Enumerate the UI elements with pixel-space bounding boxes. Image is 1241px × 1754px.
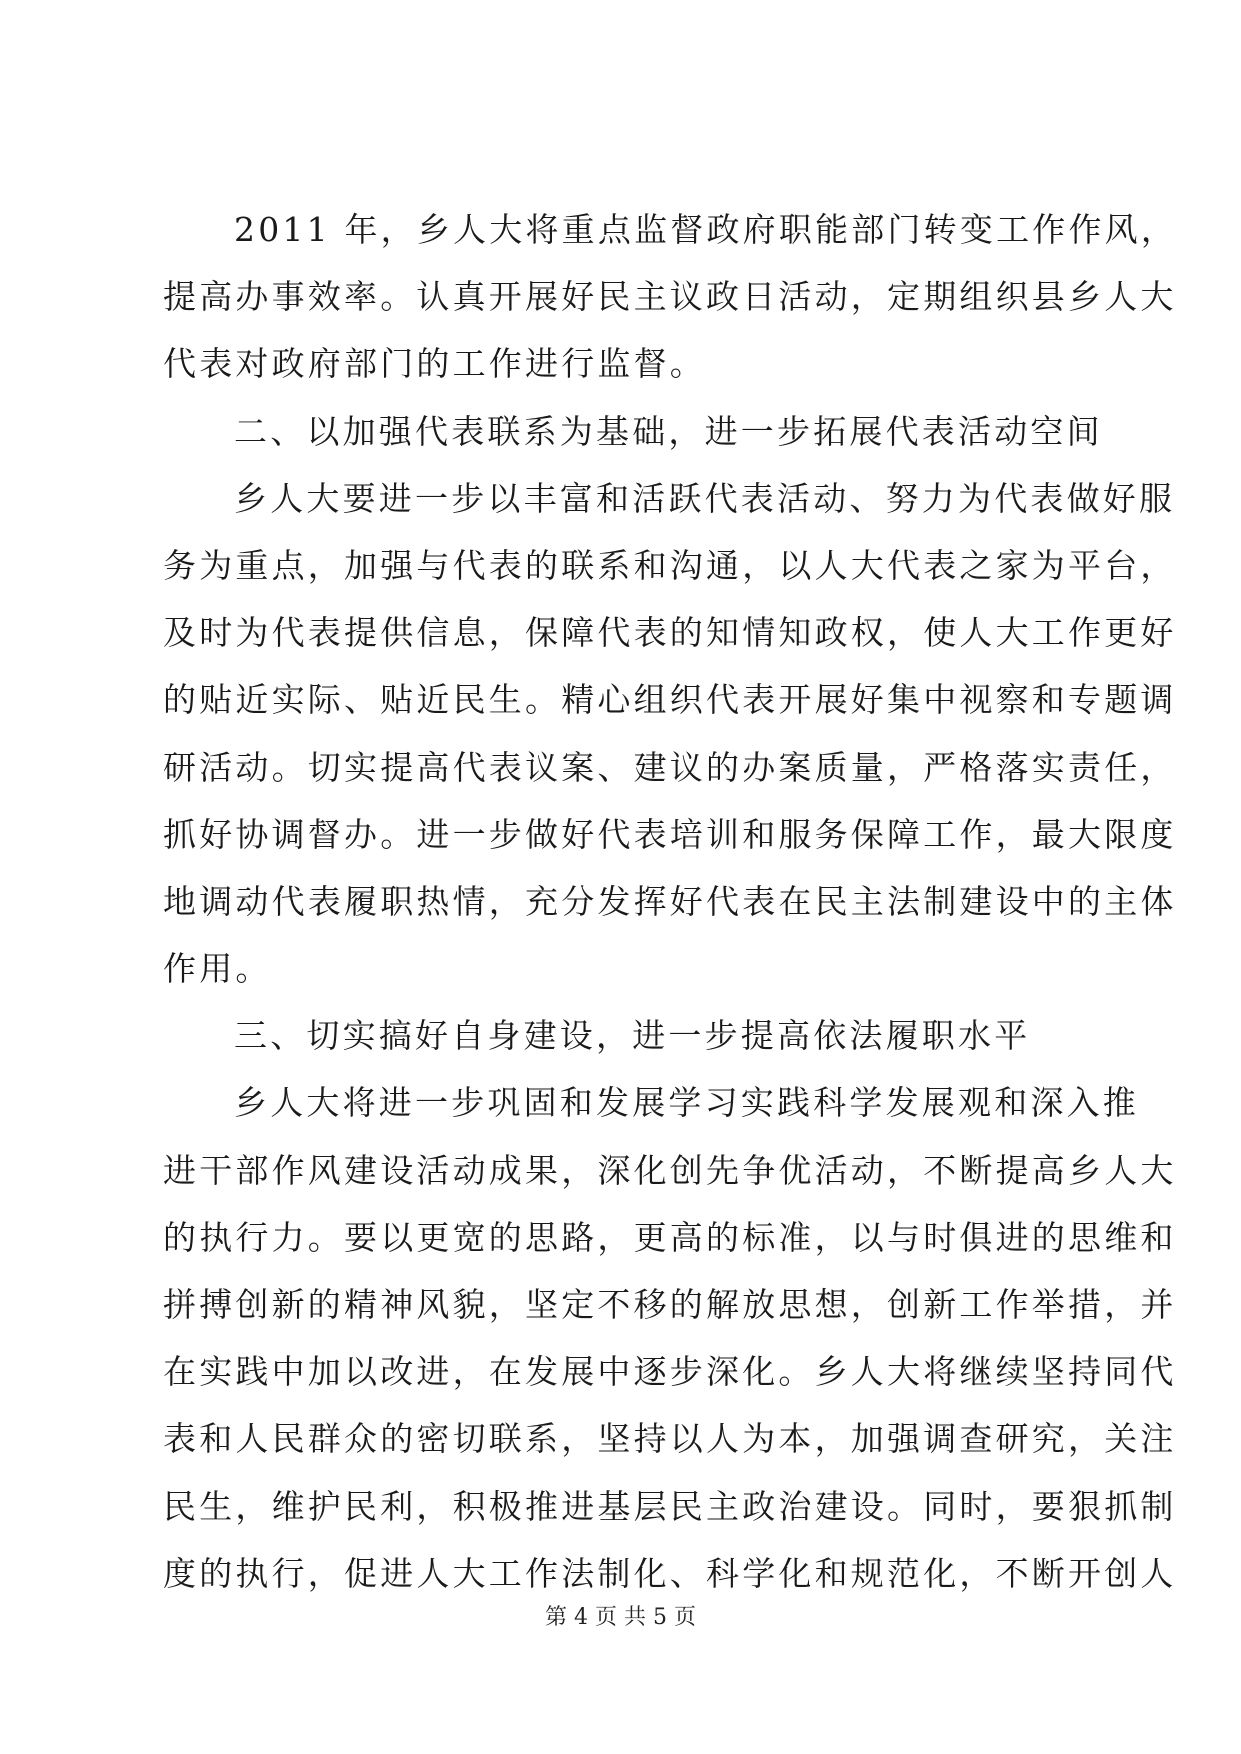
page-footer: 第 4 页 共 5 页 (545, 1605, 696, 1630)
text-line: 二、以加强代表联系为基础，进一步拓展代表活动空间 (234, 411, 1103, 451)
text-line: 抓好协调督办。进一步做好代表培训和服务保障工作，最大限度 (163, 814, 1177, 854)
text-line: 乡人大将进一步巩固和发展学习实践科学发展观和深入推 (234, 1083, 1139, 1123)
text-line: 拼搏创新的精神风貌，坚定不移的解放思想，创新工作举措，并 (163, 1285, 1177, 1324)
text-line: 的执行力。要以更宽的思路，更高的标准，以与时俱进的思维和 (163, 1217, 1177, 1257)
text-line: 提高办事效率。认真开展好民主议政日活动，定期组织县乡人大 (163, 277, 1177, 317)
text-line: 在实践中加以改进，在发展中逐步深化。乡人大将继续坚持同代 (163, 1352, 1177, 1392)
text-line: 三、切实搞好自身建设，进一步提高依法履职水平 (234, 1016, 1031, 1056)
text-line: 乡人大要进一步以丰富和活跃代表活动、努力为代表做好服 (234, 478, 1176, 518)
text-line: 务为重点，加强与代表的联系和沟通，以人大代表之家为平台， (163, 545, 1177, 585)
document-body (163, 196, 1178, 1607)
text-line: 地调动代表履职热情，充分发挥好代表在民主法制建设中的主体 (163, 881, 1177, 921)
text-line: 表和人民群众的密切联系，坚持以人为本，加强调查研究，关注 (163, 1419, 1177, 1459)
text-line: 代表对政府部门的工作进行监督。 (163, 344, 706, 384)
text-line: 度的执行，促进人大工作法制化、科学化和规范化，不断开创人 (163, 1553, 1177, 1593)
text-line: 的贴近实际、贴近民生。精心组织代表开展好集中视察和专题调 (163, 680, 1177, 720)
text-line: 研活动。切实提高代表议案、建议的办案质量，严格落实责任， (163, 747, 1177, 787)
text-line: 2011 年，乡人大将重点监督政府职能部门转变工作作风， (234, 210, 1178, 249)
text-line: 及时为代表提供信息，保障代表的知情知政权，使人大工作更好 (163, 613, 1177, 653)
text-line: 民生，维护民利，积极推进基层民主政治建设。同时，要狠抓制 (163, 1486, 1177, 1526)
text-line: 进干部作风建设活动成果，深化创先争优活动，不断提高乡人大 (163, 1150, 1177, 1190)
text-line: 作用。 (163, 949, 272, 989)
